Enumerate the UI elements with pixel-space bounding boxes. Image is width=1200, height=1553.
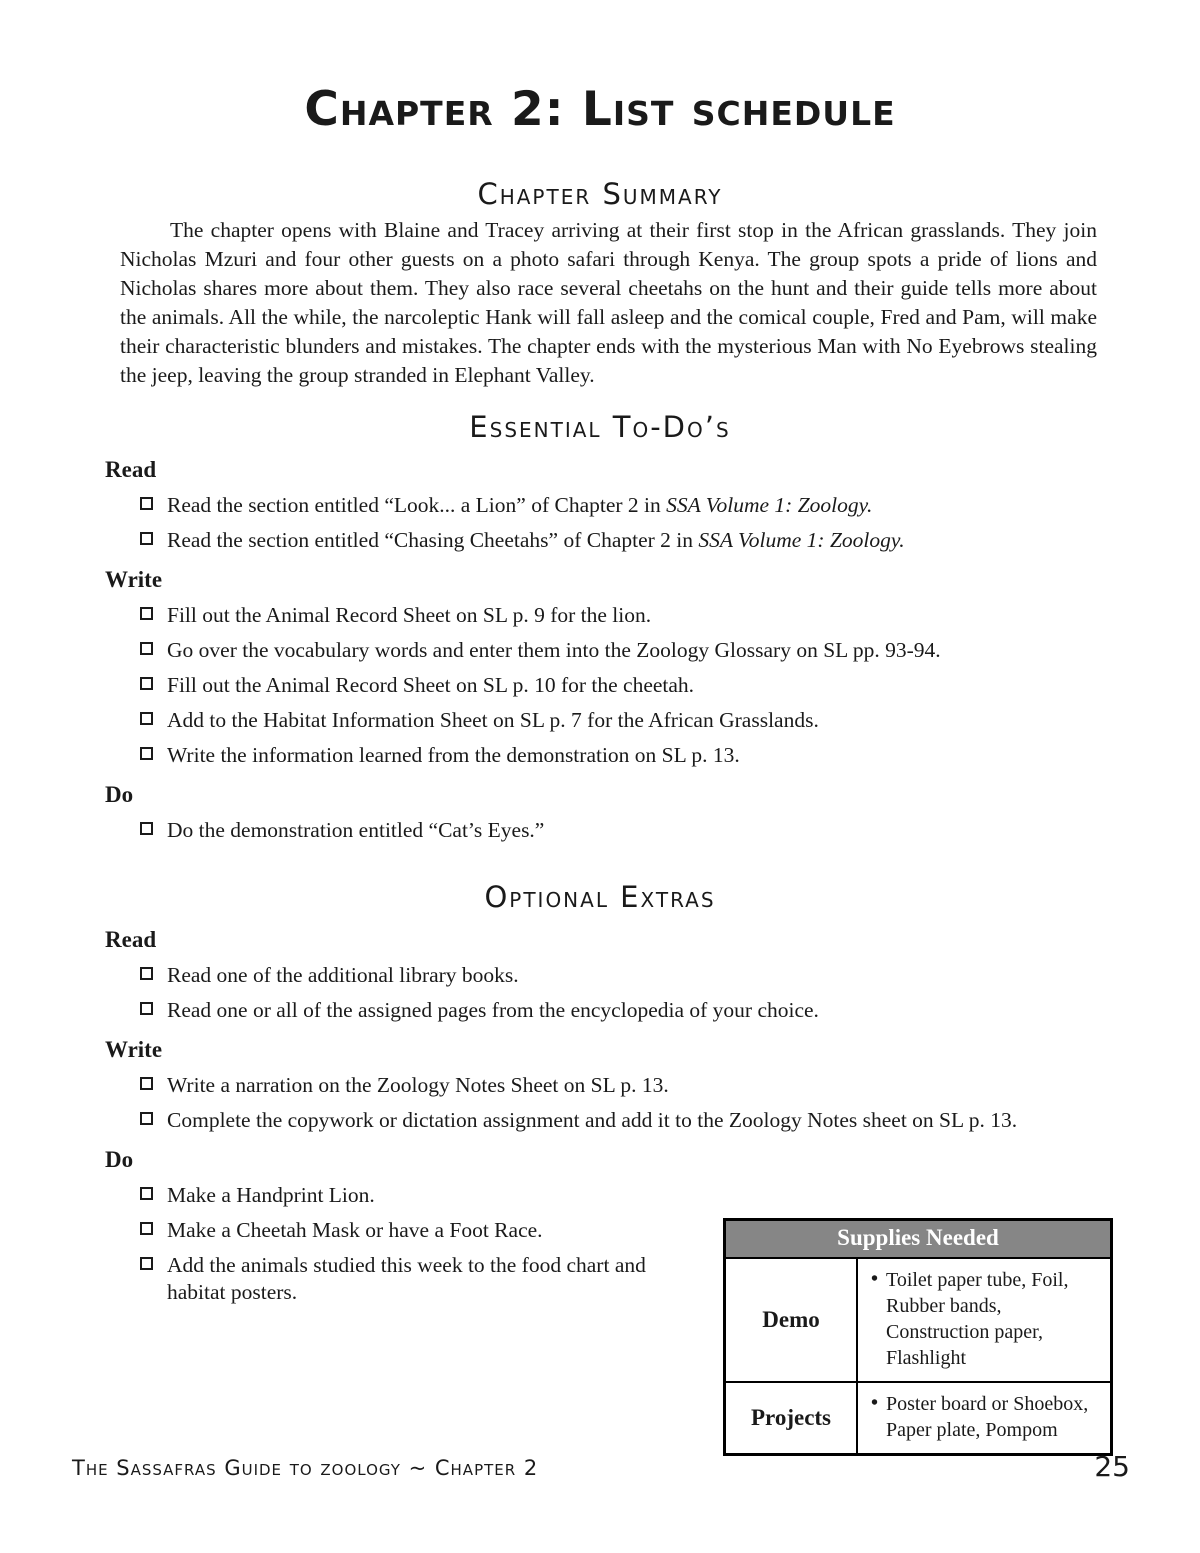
todo-item-label: [167, 962, 519, 989]
checkbox-icon: [140, 677, 153, 690]
footer-book-title: The Sassafras Guide to zoology ~ Chapter 2: [72, 1456, 539, 1480]
todo-item-label: [167, 602, 651, 629]
checkbox-icon: [140, 532, 153, 545]
todo-text: Read the section entitled “Look... a Lion” of Chapter 2 in: [167, 493, 667, 517]
todo-text: Fill out the Animal Record Sheet on SL p. 10 for the cheetah.: [167, 673, 695, 697]
page-title: Chapter 2: List schedule: [304, 82, 896, 137]
group-label-read: Read: [105, 457, 157, 482]
group-label-write: Write: [105, 567, 163, 592]
checkbox-icon: [140, 1077, 153, 1090]
todo-item: [140, 1107, 1200, 1134]
todo-text: Write a narration on the Zoology Notes Sheet on SL p. 13.: [167, 1073, 669, 1097]
todo-item-label: [167, 707, 819, 734]
group-label-read: Read: [105, 927, 157, 952]
supplies-row-items: • Poster board or Shoebox, Paper plate, Pompom: [858, 1383, 1110, 1453]
todo-text: Make a Handprint Lion.: [167, 1183, 375, 1207]
todo-text: Fill out the Animal Record Sheet on SL p. 9 for the lion.: [167, 603, 652, 627]
checkbox-icon: [140, 712, 153, 725]
todo-item: [140, 817, 1200, 844]
chapter-summary-section: [0, 177, 1200, 390]
group-label-write: Write: [105, 1037, 163, 1062]
todo-item: [140, 1072, 1200, 1099]
checkbox-icon: [140, 967, 153, 980]
supplies-needed-table: [723, 1218, 1113, 1456]
essential-write-list: [0, 602, 1200, 769]
todo-item: [140, 637, 1200, 664]
supplies-table-header: Supplies Needed: [726, 1221, 1110, 1257]
optional-read-list: [0, 962, 1200, 1024]
todo-item: [140, 742, 1200, 769]
group-label-do: Do: [105, 1147, 134, 1172]
table-row: [726, 1257, 1110, 1381]
todo-text: Go over the vocabulary words and enter them into the Zoology Glossary on SL pp. 93-94.: [167, 638, 941, 662]
todo-text: Write the information learned from the demonstration on SL p. 13.: [167, 743, 740, 767]
checkbox-icon: [140, 1112, 153, 1125]
essential-read-list: [0, 492, 1200, 554]
group-label-do: Do: [105, 782, 134, 807]
checkbox-icon: [140, 1257, 153, 1270]
todo-item: [140, 997, 1200, 1024]
todo-item-label: [167, 1107, 1017, 1134]
todo-item-label: [167, 1072, 669, 1099]
checkbox-icon: [140, 1002, 153, 1015]
chapter-summary-heading: Chapter Summary: [477, 177, 723, 211]
page-footer: [0, 1450, 1200, 1483]
todo-text-italic: SSA Volume 1: Zoology.: [666, 493, 873, 517]
optional-extras-heading: Optional Extras: [484, 880, 716, 914]
todo-item-label: [167, 527, 905, 554]
todo-text: Make a Cheetah Mask or have a Foot Race.: [167, 1218, 543, 1242]
todo-item: [140, 527, 1200, 554]
supplies-row-label-projects: Projects: [726, 1383, 858, 1453]
essential-todos-section: [0, 410, 1200, 844]
checkbox-icon: [140, 642, 153, 655]
todo-text: Add the animals studied this week to the food chart and habitat posters.: [167, 1253, 646, 1304]
todo-item: [140, 602, 1200, 629]
todo-item-label: [167, 1217, 543, 1244]
todo-item: [140, 672, 1200, 699]
essential-todos-heading: Essential To-Do’s: [469, 410, 731, 444]
supplies-row-label-demo: Demo: [726, 1259, 858, 1381]
todo-item-label: [167, 1252, 687, 1306]
todo-item-label: [167, 637, 941, 664]
todo-item-label: [167, 742, 740, 769]
todo-text-italic: SSA Volume 1: Zoology.: [698, 528, 905, 552]
todo-item: [140, 1182, 1200, 1209]
todo-text: Do the demonstration entitled “Cat’s Eyes.”: [167, 818, 545, 842]
checkbox-icon: [140, 607, 153, 620]
todo-text: Add to the Habitat Information Sheet on SL p. 7 for the African Grasslands.: [167, 708, 819, 732]
todo-item-label: [167, 997, 819, 1024]
page-number: 25: [1094, 1450, 1130, 1483]
todo-item-label: [167, 1182, 375, 1209]
checkbox-icon: [140, 747, 153, 760]
todo-text: Complete the copywork or dictation assignment and add it to the Zoology Notes sheet on SL p. 13.: [167, 1108, 1018, 1132]
essential-do-list: [0, 817, 1200, 844]
checkbox-icon: [140, 1222, 153, 1235]
todo-item: [140, 962, 1200, 989]
supplies-row-items: • Toilet paper tube, Foil, Rubber bands, Construction paper, Flashlight: [858, 1259, 1110, 1381]
todo-item-label: [167, 672, 694, 699]
table-row: [726, 1381, 1110, 1453]
todo-item-label: [167, 817, 544, 844]
todo-text: Read one of the additional library books.: [167, 963, 519, 987]
checkbox-icon: [140, 1187, 153, 1200]
todo-item-label: [167, 492, 872, 519]
chapter-summary-text: The chapter opens with Blaine and Tracey arriving at their first stop in the African grasslands. They join Nicholas Mzuri and four other guests on a photo safari through Kenya. The group spots a pride of lions and Nicholas shares more about them. They also race several cheetahs on the hunt and their guide tells more about the animals. All the while, the narcoleptic Hank will fall asleep and the comical couple, Fred and Pam, will make their characteristic blunders and mistakes. The chapter ends with the mysterious Man with No Eyebrows stealing the jeep, leaving the group stranded in Elephant Valley.: [120, 218, 1097, 387]
todo-item: [140, 707, 1200, 734]
todo-text: Read one or all of the assigned pages from the encyclopedia of your choice.: [167, 998, 819, 1022]
todo-item: [140, 492, 1200, 519]
todo-text: Read the section entitled “Chasing Cheetahs” of Chapter 2 in: [167, 528, 699, 552]
optional-write-list: [0, 1072, 1200, 1134]
checkbox-icon: [140, 497, 153, 510]
checkbox-icon: [140, 822, 153, 835]
